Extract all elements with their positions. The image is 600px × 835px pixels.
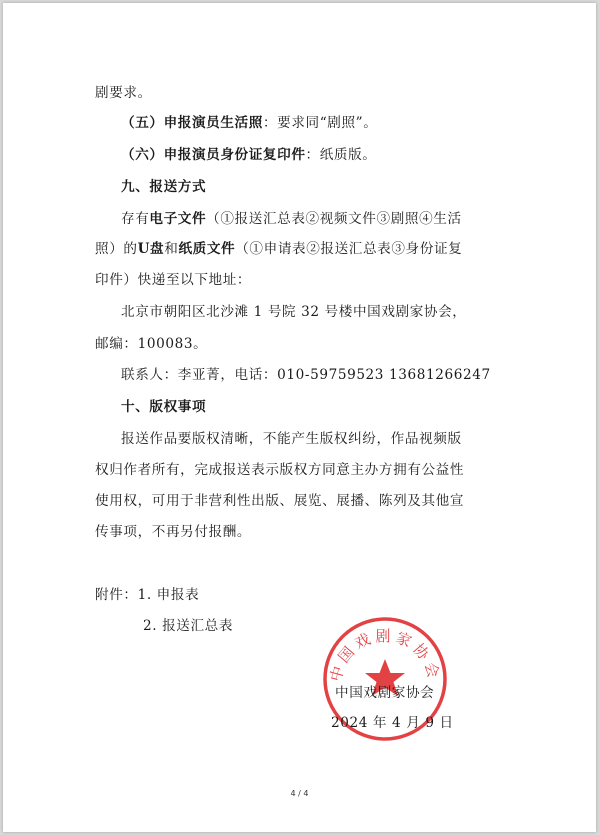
attachment-label: 附件： xyxy=(95,587,138,603)
seal-text: 中国戏剧家协会 xyxy=(326,627,444,684)
paragraph-line: 使用权，可用于非营利性出版、展览、展播、陈列及其他宣 xyxy=(95,493,465,509)
attachment-item: 2. 报送汇总表 xyxy=(143,618,234,634)
paragraph-line: 印件）快递至以下地址： xyxy=(95,272,252,288)
attachment-line xyxy=(143,618,233,634)
section-heading: 九、报送方式 xyxy=(121,179,207,195)
paragraph-line: 存有电子文件（①报送汇总表②视频文件③剧照④生活 xyxy=(121,211,462,227)
paragraph-line: 传事项，不再另付报酬。 xyxy=(95,524,252,540)
address-line: 北京市朝阳区北沙滩 1 号院 32 号楼中国戏剧家协会， xyxy=(121,304,467,320)
contact-line: 联系人：李亚菁，电话：010-59759523 13681266247 xyxy=(121,367,491,383)
paragraph-line: 报送作品要版权清晰，不能产生版权纠纷，作品视频版 xyxy=(121,431,462,447)
paragraph-line: 照）的U盘和纸质文件（①申请表②报送汇总表③身份证复 xyxy=(95,241,463,257)
attachment-item: 1. 申报表 xyxy=(137,587,200,603)
paragraph-line: （五）申报演员生活照：要求同“剧照”。 xyxy=(121,115,378,131)
paragraph-line: 权归作者所有，完成报送表示版权方同意主办方拥有公益性 xyxy=(95,462,465,478)
paragraph-line: （六）申报演员身份证复印件：纸质版。 xyxy=(121,147,377,163)
page-number: 4 / 4 xyxy=(290,789,309,798)
signature-date: 2024 年 4 月 9 日 xyxy=(331,715,454,731)
section-heading: 十、版权事项 xyxy=(121,399,207,415)
section-label: （五）申报演员生活照 xyxy=(121,115,263,131)
paragraph-line: 剧要求。 xyxy=(95,85,152,101)
signature-org: 中国戏剧家协会 xyxy=(335,685,435,701)
section-label: （六）申报演员身份证复印件 xyxy=(121,147,306,163)
postcode-line: 邮编：100083。 xyxy=(95,336,208,352)
attachment-line xyxy=(95,587,199,603)
document-page xyxy=(3,3,596,832)
